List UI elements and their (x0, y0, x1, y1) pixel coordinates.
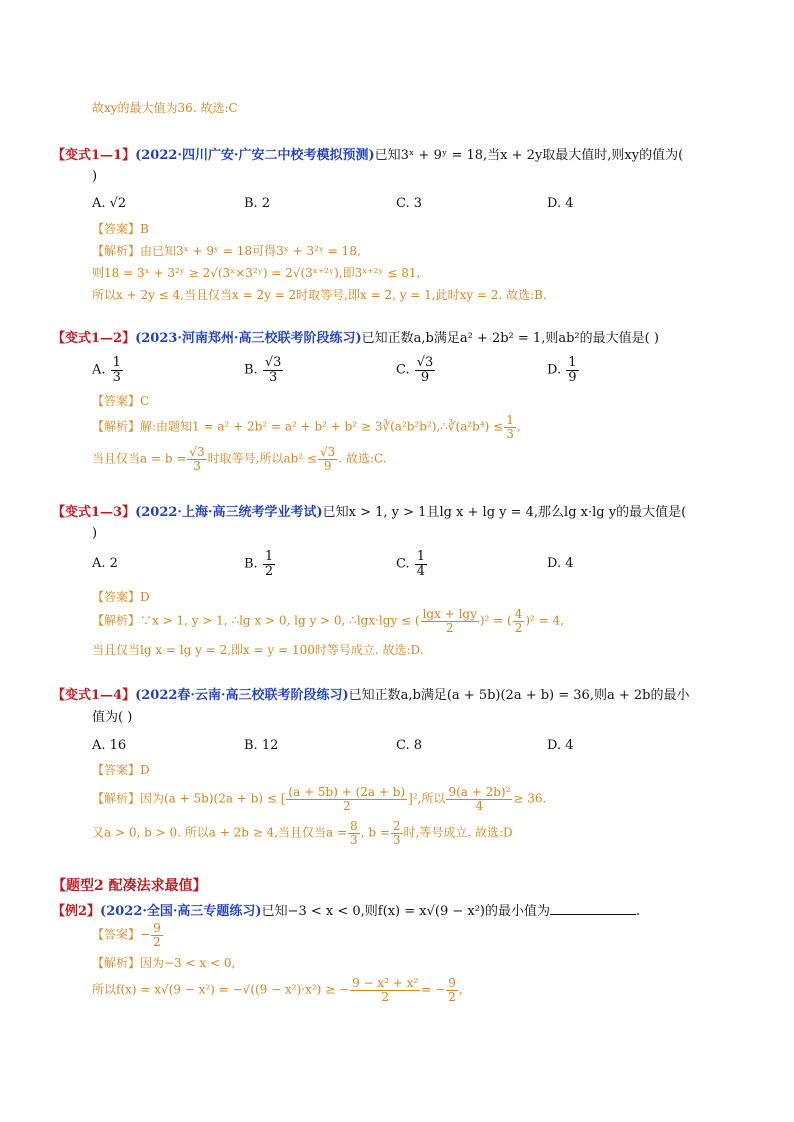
variant-1-2-stem (52, 331, 659, 347)
previous-solution-conclusion: 故xy的最大值为36. 故选:C (92, 101, 238, 115)
option-b: B. $\frac{√3}{3}$ (244, 355, 282, 385)
option-c: C. 8 (396, 738, 423, 753)
question-text: 已知x > 1, y > 1且lg x + lg y = 4,那么lg x·lg y的最大值是( (322, 505, 687, 520)
solution-line-1: 【解析】因为−3 < x < 0, (92, 956, 236, 970)
source-label: (2022春·云南·高三校联考阶段练习) (135, 688, 349, 703)
question-text: 已知3ˣ + 9ʸ = 18,当x + 2y取最大值时,则xy的值为( (374, 148, 684, 163)
answer-line: 【答案】− $\frac{9}{2}$ (92, 921, 161, 949)
source-label: (2023·河南郑州·高三校联考阶段练习) (135, 331, 362, 346)
variant-1-3-stem (52, 505, 686, 521)
question-text-continued: 值为( ) (92, 710, 133, 725)
question-text-continued: ) (92, 526, 98, 541)
variant-1-4-stem (52, 688, 689, 704)
question-text-continued: ) (92, 169, 98, 184)
question-text: 已知−3 < x < 0,则f(x) = x√(9 − x²)的最小值为 (261, 904, 550, 919)
example-tag: 【例2】 (52, 904, 101, 919)
answer-line: 【答案】C (92, 394, 150, 408)
solution-line-1: 【解析】由已知3ˣ + 9ʸ = 18可得3ˣ + 3²ʸ = 18, (92, 244, 361, 258)
option-d: D. 4 (547, 556, 574, 571)
solution-line-3: 所以x + 2y ≤ 4,当且仅当x = 2y = 2时取等号,即x = 2, y = 1,此时xy = 2. 故选:B. (92, 288, 547, 302)
option-c: C. $\frac{√3}{9}$ (396, 355, 434, 385)
solution-line-1: 【解析】∵x > 1, y > 1, ∴lg x > 0, lg y > 0, ∴lgx·lgy ≤ ( $\frac{\lg x + \lg y}{2}$ )² = ( $\frac{4}{2}$ )² = 4, (92, 607, 564, 635)
option-a: A. √2 (92, 196, 127, 211)
example-2-stem: 【例2】(2022·全国·高三专题练习)已知−3 < x < 0,则f(x) = x√(9 − x²)的最小值为 . (52, 904, 641, 919)
question-text: 已知正数a,b满足(a + 5b)(2a + b) = 36,则a + 2b的最小 (348, 688, 690, 703)
solution-line-2: 当且仅当a = b = $\frac{√3}{3}$ 时取等号,所以ab² ≤ $\frac{√3}{9}$ . 故选:C. (92, 445, 387, 473)
answer-line: 【答案】B (92, 222, 149, 236)
option-a: A. 2 (92, 556, 118, 571)
option-b: B. $\frac{1}{2}$ (244, 549, 274, 579)
option-c: C. $\frac{1}{4}$ (396, 549, 426, 579)
option-d: D. 4 (547, 196, 574, 211)
solution-line-2: 则18 = 3ˣ + 3²ʸ ≥ 2√(3ˣ×3²ʸ) = 2√(3ˣ⁺²ʸ),即3ˣ⁺²ʸ ≤ 81, (92, 266, 421, 280)
option-b: B. 12 (244, 738, 279, 753)
variant-tag: 【变式1—4】 (52, 688, 136, 703)
source-label: (2022·全国·高三专题练习) (100, 904, 262, 919)
answer-blank (550, 902, 636, 915)
option-a: A. 16 (92, 738, 127, 753)
answer-line: 【答案】D (92, 763, 150, 777)
solution-line-1: 【解析】因为(a + 5b)(2a + b) ≤ [ $\frac{(a + 5b) + (2a + b)}{2}$ ]²,所以 $\frac{\text{9(a + 2b)²}}{4}$ ≥ 36. (92, 785, 547, 813)
option-d: D. 4 (547, 738, 574, 753)
solution-line-2: 所以f(x) = x√(9 − x²) = −√((9 − x²)·x²) ≥ − $\frac{\text{9 − x² + x²}}{2}$ = − $\frac{9}{2}$ , (92, 976, 463, 1004)
source-label: (2022·四川广安·广安二中校考模拟预测) (135, 148, 375, 163)
source-label: (2022·上海·高三统考学业考试) (135, 505, 323, 520)
variant-tag: 【变式1—2】 (52, 331, 136, 346)
question-text: 已知正数a,b满足a² + 2b² = 1,则ab²的最大值是( ) (361, 331, 659, 346)
variant-tag: 【变式1—1】 (52, 148, 136, 163)
option-a: A. $\frac{1}{3}$ (92, 355, 121, 385)
option-b: B. 2 (244, 196, 271, 211)
solution-line-1: 【解析】解:由题知1 = a² + 2b² = a² + b² + b² ≥ 3∛(a²b²b²),∴∛(a²b⁴) ≤ $\frac{1}{3}$ , (92, 413, 521, 441)
topic-heading: 【题型2 配凑法求最值】 (52, 878, 207, 894)
option-c: C. 3 (396, 196, 423, 211)
variant-tag: 【变式1—3】 (52, 505, 136, 520)
solution-line-2: 又a > 0, b > 0. 所以a + 2b ≥ 4,当且仅当a = $\frac{8}{3}$ , b = $\frac{2}{3}$ 时,等号成立. 故选:D (92, 819, 513, 847)
solution-line-2: 当且仅当lg x = lg y = 2,即x = y = 100时等号成立. 故选:D. (92, 643, 424, 657)
answer-line: 【答案】D (92, 590, 150, 604)
variant-1-1-stem (52, 148, 683, 164)
option-d: D. $\frac{1}{9}$ (547, 355, 577, 385)
